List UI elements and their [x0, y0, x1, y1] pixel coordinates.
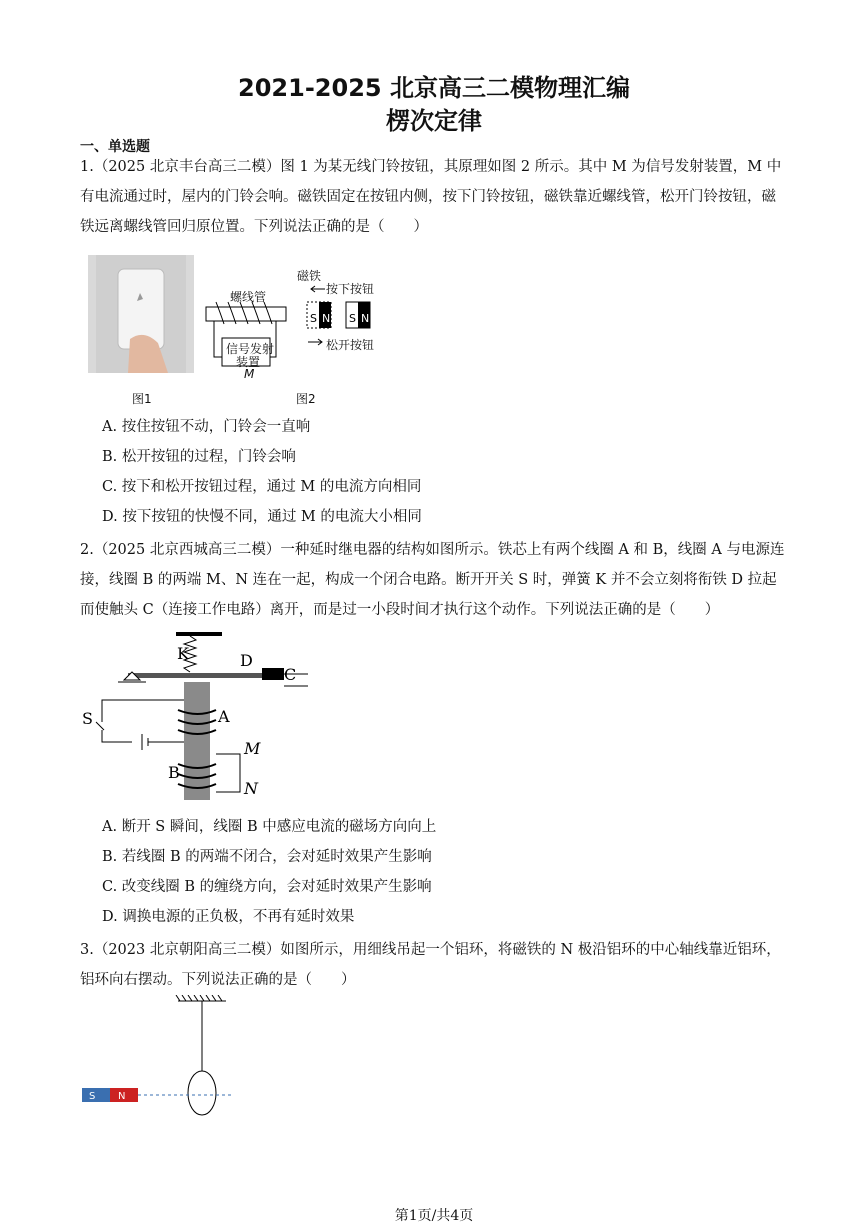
- magnet-s-label: S: [89, 1091, 96, 1102]
- device-label-2: 装置: [236, 355, 261, 369]
- label-c: C: [284, 665, 297, 684]
- label-k: K: [177, 644, 189, 663]
- magnet-n-label: N: [118, 1091, 126, 1102]
- magnet2-n: N: [361, 312, 370, 325]
- document-title: 2021-2025 北京高三二模物理汇编: [238, 74, 630, 102]
- release-label: 松开按钮: [326, 338, 375, 352]
- q2-option-c: C. 改变线圈 B 的缠绕方向，会对延时效果产生影响: [102, 879, 432, 895]
- figure-1-label: 图1: [132, 392, 152, 406]
- solenoid-label: 螺线管: [230, 290, 267, 304]
- magnet2-s: S: [349, 312, 356, 325]
- question-1-figure-1: [88, 255, 194, 377]
- label-d: D: [240, 651, 253, 670]
- q1-option-c: C. 按下和松开按钮过程，通过 M 的电流方向相同: [102, 479, 422, 495]
- q1-option-d: D. 按下按钮的快慢不同，通过 M 的电流大小相同: [102, 509, 422, 525]
- q2-option-d: D. 调换电源的正负极，不再有延时效果: [102, 909, 355, 925]
- q2-option-a: A. 断开 S 瞬间，线圈 B 中感应电流的磁场方向向上: [102, 819, 437, 835]
- label-n: N: [244, 779, 258, 798]
- q1-option-b: B. 松开按钮的过程，门铃会响: [102, 449, 296, 465]
- figure-2-label: 图2: [296, 392, 316, 406]
- label-a: A: [218, 707, 230, 726]
- m-label: M: [244, 367, 255, 381]
- magnet1-s: S: [310, 312, 317, 325]
- label-m: M: [244, 739, 261, 758]
- label-s: S: [82, 709, 93, 728]
- question-2-text: 2.（2025 北京西城高三二模）一种延时继电器的结构如图所示。铁芯上有两个线圈 A 和 B，线圈 A 与电源连接，线圈 B 的两端 M、N 连在一起，构成一个闭合电路。断开开关 S 时，弹簧 K 并不会立刻将衔铁 D 拉起而使触头 C（连接工作电路）离开，而是过一小段时间才执行这个动作。下列说法正确的是（ ）: [80, 542, 785, 618]
- q2-option-b: B. 若线圈 B 的两端不闭合，会对延时效果产生影响: [102, 849, 432, 865]
- q1-option-a: A. 按住按钮不动，门铃会一直响: [102, 419, 311, 435]
- page-footer: 第1页/共4页: [394, 1208, 474, 1224]
- label-b: B: [168, 763, 180, 782]
- document-subtitle: 楞次定律: [386, 107, 482, 135]
- magnet-label: 磁铁: [297, 269, 322, 283]
- question-3-figure: [80, 995, 250, 1129]
- question-1-text: 1.（2025 北京丰台高三二模）图 1 为某无线门铃按钮，其原理如图 2 所示。其中 M 为信号发射装置，M 中有电流通过时，屋内的门铃会响。磁铁固定在按钮内侧，按下门铃按钮，磁铁靠近螺线管，松开门铃按钮，磁铁远离螺线管回归原位置。下列说法正确的是（ ）: [80, 159, 782, 235]
- device-label-1: 信号发射: [226, 342, 275, 356]
- section-heading: 一、单选题: [80, 139, 150, 155]
- press-label: 按下按钮: [326, 282, 375, 296]
- question-3-text: 3.（2023 北京朝阳高三二模）如图所示，用细线吊起一个铝环，将磁铁的 N 极沿铝环的中心轴线靠近铝环，铝环向右摆动。下列说法正确的是（ ）: [80, 942, 781, 988]
- question-2-figure: [80, 630, 320, 806]
- magnet1-n: N: [322, 312, 331, 325]
